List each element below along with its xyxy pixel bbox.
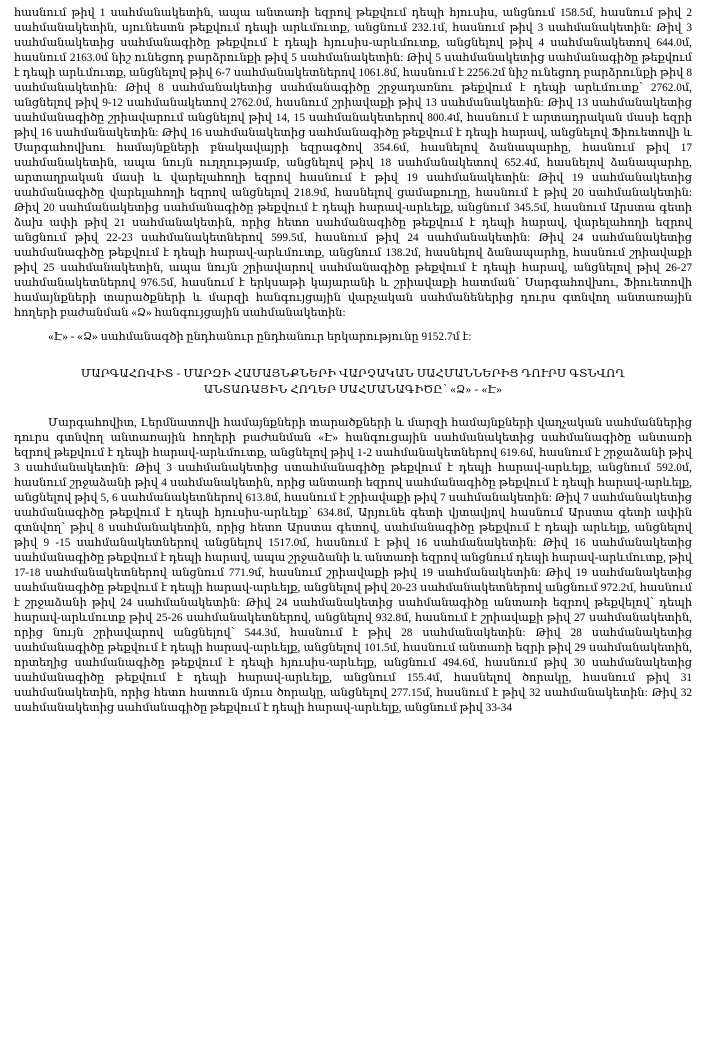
section-heading xyxy=(14,367,692,398)
document-content xyxy=(14,6,692,716)
heading-spacer xyxy=(14,398,692,416)
section-heading-line-2: ԱՆՏԱՌԱՅԻՆ ՀՈՂԵՐ ՍԱՀՄԱՆԱԳԻԾԸ՝ «Ձ» - «Է» xyxy=(203,383,503,396)
section-heading-line-1: ՄԱՐԳԱՀՈՎԻՏ - ՄԱՐԶԻ ՀԱՄԱՅՆՔՆԵՐԻ ՎԱՐՉԱԿԱՆ ՍԱՀՄԱՆՆԵՐԻՑ ԴՈՒՐՍ ԳՏՆՎՈՂ xyxy=(80,368,626,380)
quote-paragraph: «Է» - «Ձ» սահմանագծի ընդհանուր ընդհանուր երկարությունը 9152.7մ է: xyxy=(48,331,472,343)
paragraph-section-body: Մարգահովիտ, Լերմնատովի համայնքների տարածքների և մարզի համայնքների վաղչական սահմաններից դուրս գտնվող անտառային հողերի բաժանման «Է» հանգուցային սահմանակետից սահմանագիծը անտառի եզրով թեքվում է դեպի հարավ-արևմուտք, անցնելով թիվ 1-2 սահմանակետներով 619.6մ, հասնում է շրջաձանի թիվ 3 սահմանակետին: Թիվ 3 սահմանակետից ստահմանագիծը թեքվում է դեպի հարավ-արևելք, անցնում 592.0մ, հասնում շրջաձանի թիվ 4 սահմանակետին, որից անտառի եզրով սահմանագիծը թեքվում է դեպի հարավ-արևելք, անցնելով թիվ 5, 6 սահմանակետներով 613.8մ, հասնում է շրիավաքի թիվ 7 սահմանակետին: Թիվ 7 սահմանակետից սահմանագիծը թեքվում է դեպի հյուսիս-արևելք՝ 634.8մ, Արյունե գետի վյտավյով հասնում Արստա գետի ափին գտնվող՝ թիվ 8 սահմանակետին, որից հետո Արստա գետով, սահմանագիծը թեքվում է դեպի արևելք, անցնելով թիվ 9 -15 սահմանակետներով անցնելով 1517.0մ, հասնում է թիվ 16 սահմանակետին: Թիվ 16 սահմանակետից սահմանագիծը թեքվում է դեպի հարավ, ապա շրջաձանի և անտառի եզրով անցնում դեպի հարավ-արևմուտք, թիվ 17-18 սահմանակետներով անցնում 771.9մ, հասնում շրիավաքի թիվ 19 սահմանակետին: Թիվ 19 սահմանակետից սահմանագիծը թեքվում է դեպի հարավ-արևելք, անցնելով թիվ 20-23 սահմանակետներով անցնում 972.2մ, հասնում է շրջաձանի թիվ 24 սահմանակետին: Թիվ 24 սահմանակետից սահմանագիծը անտառի եզրով թեքվելով՝ դեպի հարավ-արևմուտք թիվ 25-26 սահմանակետներով, անցնելով 932.8մ, հասնում է շրիավաքի թիվ 27 սահմանակետին, որից նույն շրիավարով անցնելով՝ 544.3մ, հասնում է թիվ 28 սահմանակետին: Թիվ 28 սահմանակետից սահմանագիծը թեքվում է դեպի հարավ-արևելք, անցնելով 101.5մ, հասնում անտառի եզրի թիվ 29 սահմանակետին, որտեղից սահմանագիծը թեքվում է դեպի հյուսիս-արևելք, անցնում 494.6մ, հասնում թիվ 30 սահմանակետից սահմանագիծը թեքվում է դեպի հարավ-արևելք, անցնում 155.4մ, հասնելով ծորակը, հասնում թիվ 31 սահմանակետին, որից հետո հատուն մյուս ծորակը, անցնելով 277.15մ, հասնում է թիվ 32 սահմանակետին: Թիվ 32 սահմանակետից սահմանագիծը թեքվում է դեպի հարավ-արևելք, անցնում թիվ 33-34 xyxy=(14,417,692,714)
paragraph-continuation-top: հասնում թիվ 1 սահմանակետին, ապա անտառի եզրով թեքվում դեպի հյուսիս, անցնում 158.5մ, հասնում թիվ 2 սահմանակետին, սյունեստն թեքվում դեպի արևմուտք, անցնում 232.1մ, հասնում թիվ 3 սահմանակետին: Թիվ 3 սահմանակետից սահմանագիծը թեքվում է դեպի հյուսիս-արևմուտք, անցնելով թիվ 4 սահմանակետով 644.0մ, հասնում 2163.0մ նիշ ունեցոդ բարձրունքի թիվ 5 սահմանակետին: Թիվ 5 սահմանակետից սահմանագիծը թեքվում է դեպի արևմուտք, անցնելով թիվ 6-7 սահմանակետներով 1061.8մ, հասնում է 2256.2մ նիշ ունեցոդ բարձրունքի թիվ 8 սահմանակետին: Թիվ 8 սահմանակետից սահմանագիծը շրջադառնու թեքվում է դեպի արևմուտք՝ 2762.0մ, անցնելով թիվ 9-12 սահմանակետով 2762.0մ, հասնում շրիավաքի թիվ 13 սահմանակետին: Թիվ 13 սահմանակետից սահմանագիծը շրիավարում անցնելով թիվ 14, 15 սահմանակետերով 800.4մ, հասնում է արտադրական մասի եզրի թիվ 16 սահմանակետին: Թիվ 16 սահմանակետից սահմանագիծը թեքվում է դեպի հարավ, անցնելով Ֆիուետովի և Սարգահովխու համայնքների բնակավայրի եզրագծով 354.6մ, հասնելով ձանապարհը, հասնում թիվ 17 սահմանակետին, ապա նույն ուղղությամբ, անցնելով թիվ 18 սահմանակետով 652.4մ, հասնելով ձանապարհը, արտաղրական մասի և վարելահողի եզրով հասնում է թիվ 19 սահմանակետին: Թիվ 19 սահմանակետից սահմանագիծը վարելահողի եզրով անցնելով 218.9մ, հասնելով ցամաքուղը, հասնում է թիվ 20 սահմանակետին: Թիվ 20 սահմանակետից սահմանագիծը թեքվում է դեպի հարավ-արևելք, անցնում 345.5մ, հասնում Արստա գետի ձախ ափի թիվ 21 սահմանակետին, որից հետո սահմանագիծը թեքվում է դեպի հարավ, վարելահողի եզրով անցնում թիվ 22-23 սահմանակետներով 599.5մ, հասնում թիվ 24 սահմանակետին: Թիվ 24 սահմանակետից սահմանագիծը թեքվում է դեպի հարավ-արևմուտք, անցնում 138.2մ, հասնելով ձանապարհը, հասնում շրիավաքի թիվ 25 սահմանակետին, ապա նույն շրիավարով սահմանագիծը թեքվում է դեպի հարավ, անցնելով թիվ 26-27 սահմանակետներով 976.5մ, հասնում է երկսաթի կայարանի և շրիավաքի հատման՝ Սարգահովխու, Ֆիուետովի համայնքների տարածքների և մարզի հանգույցային վարչական սահմանեներից դուրս գտնվող անտառային հողերի բաժանման «Ձ» հանգույցային սահմանակետին: xyxy=(14,7,692,319)
